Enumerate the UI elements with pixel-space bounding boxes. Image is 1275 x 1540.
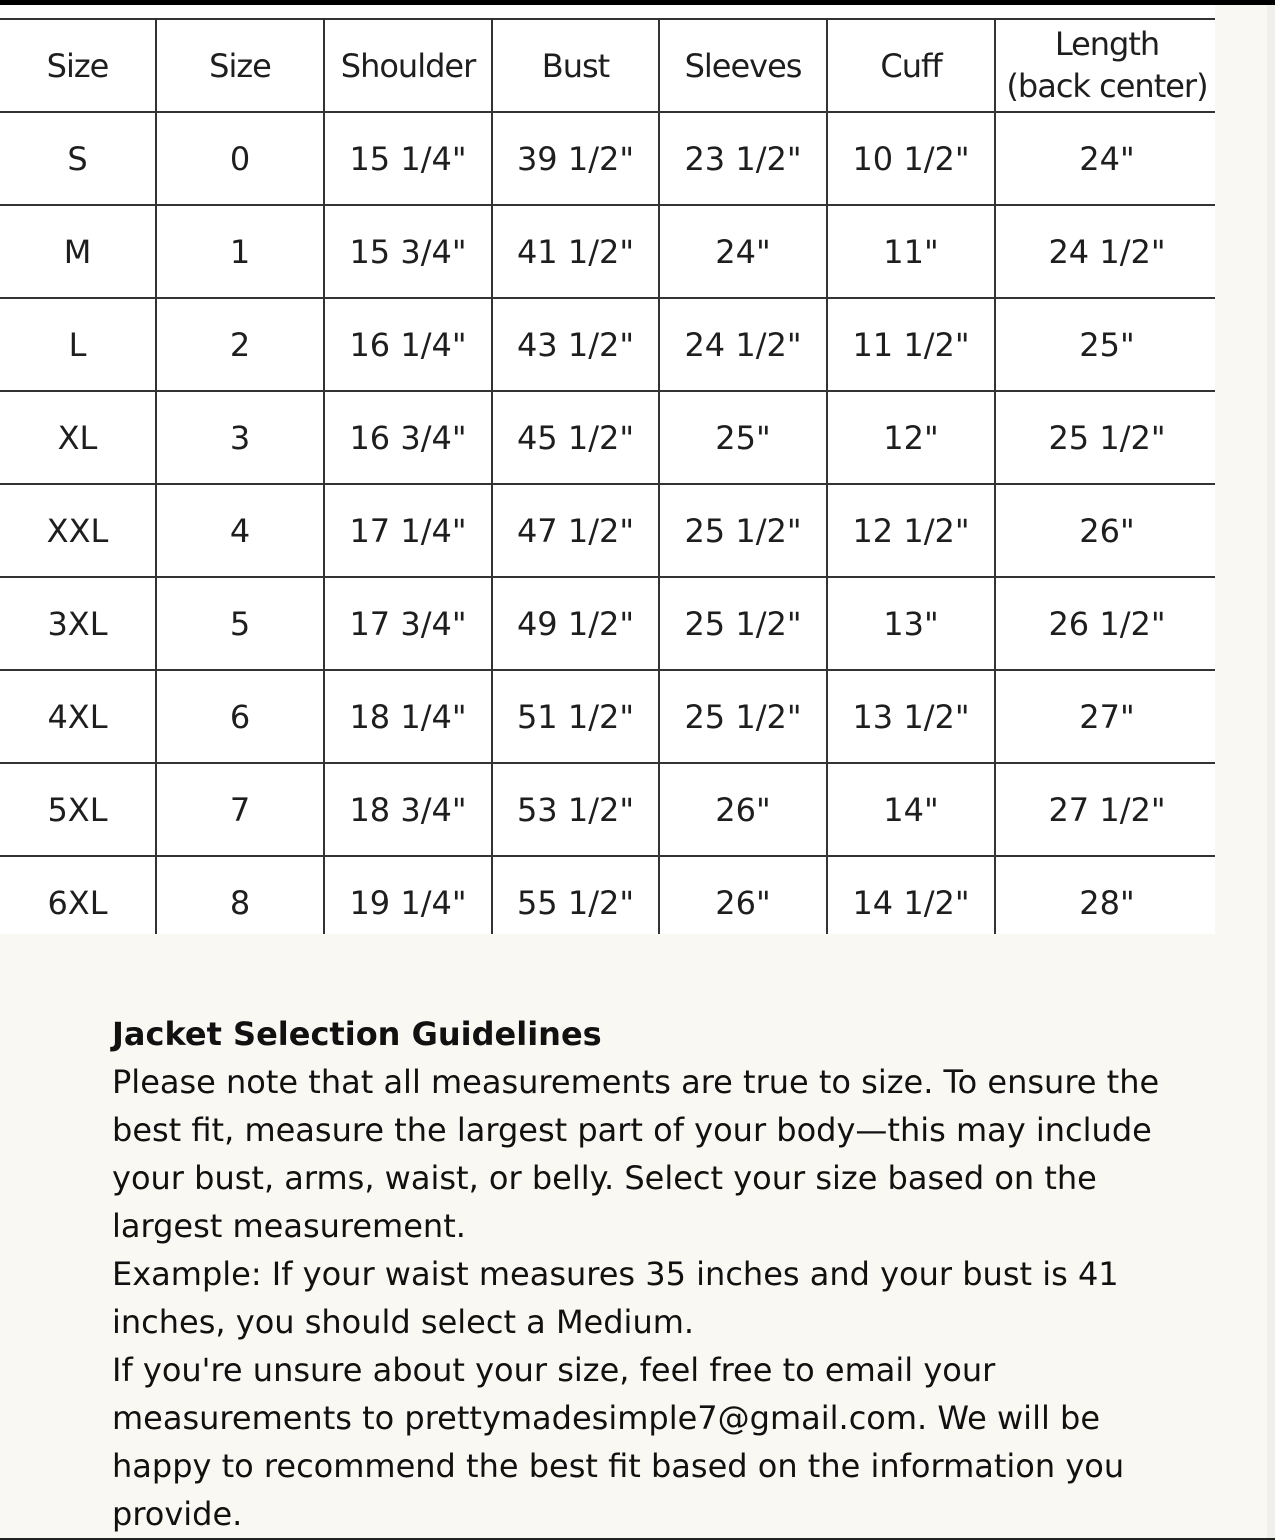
cell-length: 25 1/2"	[995, 391, 1215, 484]
table-row	[0, 670, 1215, 763]
cell-sleeves: 25 1/2"	[659, 484, 827, 577]
right-margin-strip	[1267, 5, 1275, 1540]
cell-sleeves: 25 1/2"	[659, 577, 827, 670]
cell-bust: 43 1/2"	[492, 298, 659, 391]
cell-bust: 53 1/2"	[492, 763, 659, 856]
cell-length: 26"	[995, 484, 1215, 577]
header-length-line2: (back center)	[1006, 66, 1208, 105]
cell-shoulder: 17 3/4"	[324, 577, 492, 670]
cell-length: 28"	[995, 856, 1215, 934]
cell-length: 27"	[995, 670, 1215, 763]
cell-length: 26 1/2"	[995, 577, 1215, 670]
cell-sleeves: 26"	[659, 856, 827, 934]
cell-size-number: 0	[156, 112, 324, 205]
table-row	[0, 484, 1215, 577]
cell-cuff: 11"	[827, 205, 995, 298]
cell-size-number: 4	[156, 484, 324, 577]
table-row	[0, 205, 1215, 298]
cell-bust: 51 1/2"	[492, 670, 659, 763]
cell-bust: 47 1/2"	[492, 484, 659, 577]
cell-cuff: 14 1/2"	[827, 856, 995, 934]
header-size-letter: Size	[0, 19, 156, 112]
cell-size-letter: 3XL	[0, 577, 156, 670]
size-chart-image	[0, 5, 1215, 934]
table-row	[0, 856, 1215, 934]
cell-size-letter: 5XL	[0, 763, 156, 856]
cell-bust: 55 1/2"	[492, 856, 659, 934]
jacket-guidelines	[112, 1010, 1162, 1538]
cell-sleeves: 25"	[659, 391, 827, 484]
cell-size-number: 6	[156, 670, 324, 763]
cell-size-number: 7	[156, 763, 324, 856]
cell-shoulder: 18 3/4"	[324, 763, 492, 856]
cell-shoulder: 16 3/4"	[324, 391, 492, 484]
cell-size-number: 5	[156, 577, 324, 670]
cell-bust: 45 1/2"	[492, 391, 659, 484]
cell-sleeves: 23 1/2"	[659, 112, 827, 205]
cell-shoulder: 16 1/4"	[324, 298, 492, 391]
guidelines-title: Jacket Selection Guidelines	[112, 1015, 602, 1053]
guidelines-paragraph-fit: Please note that all measurements are true to size. To ensure the best fit, measure the largest part of your body—this may include your bust, arms, waist, or belly. Select your size based on the largest measurement.	[112, 1063, 1160, 1245]
cell-size-number: 3	[156, 391, 324, 484]
header-length	[995, 19, 1215, 112]
cell-shoulder: 18 1/4"	[324, 670, 492, 763]
cell-size-letter: XL	[0, 391, 156, 484]
guidelines-paragraph-contact: If you're unsure about your size, feel free to email your measurements to prettymadesimple7@gmail.com. We will be happy to recommend the best fit based on the information you provide.	[112, 1351, 1125, 1533]
cell-cuff: 11 1/2"	[827, 298, 995, 391]
cell-sleeves: 25 1/2"	[659, 670, 827, 763]
cell-cuff: 10 1/2"	[827, 112, 995, 205]
table-row	[0, 391, 1215, 484]
cell-sleeves: 24"	[659, 205, 827, 298]
cell-length: 27 1/2"	[995, 763, 1215, 856]
table-row	[0, 577, 1215, 670]
header-length-line1: Length	[1054, 24, 1160, 63]
cell-size-letter: XXL	[0, 484, 156, 577]
cell-cuff: 12 1/2"	[827, 484, 995, 577]
header-size-number: Size	[156, 19, 324, 112]
guidelines-paragraph-example: Example: If your waist measures 35 inches and your bust is 41 inches, you should select a Medium.	[112, 1255, 1119, 1341]
table-row	[0, 112, 1215, 205]
cell-sleeves: 24 1/2"	[659, 298, 827, 391]
cell-size-letter: S	[0, 112, 156, 205]
table-row	[0, 298, 1215, 391]
header-shoulder: Shoulder	[324, 19, 492, 112]
table-row	[0, 763, 1215, 856]
cell-size-letter: 6XL	[0, 856, 156, 934]
cell-cuff: 14"	[827, 763, 995, 856]
cell-length: 25"	[995, 298, 1215, 391]
cell-size-number: 8	[156, 856, 324, 934]
cell-size-number: 2	[156, 298, 324, 391]
cell-shoulder: 19 1/4"	[324, 856, 492, 934]
cell-length: 24"	[995, 112, 1215, 205]
cell-shoulder: 17 1/4"	[324, 484, 492, 577]
cell-size-letter: 4XL	[0, 670, 156, 763]
size-chart-table	[0, 18, 1215, 934]
header-bust: Bust	[492, 19, 659, 112]
header-cuff: Cuff	[827, 19, 995, 112]
size-chart-body	[0, 112, 1215, 934]
cell-shoulder: 15 1/4"	[324, 112, 492, 205]
cell-sleeves: 26"	[659, 763, 827, 856]
cell-length: 24 1/2"	[995, 205, 1215, 298]
cell-size-letter: M	[0, 205, 156, 298]
cell-shoulder: 15 3/4"	[324, 205, 492, 298]
header-sleeves: Sleeves	[659, 19, 827, 112]
cell-bust: 49 1/2"	[492, 577, 659, 670]
cell-cuff: 12"	[827, 391, 995, 484]
cell-cuff: 13"	[827, 577, 995, 670]
cell-bust: 39 1/2"	[492, 112, 659, 205]
cell-size-letter: L	[0, 298, 156, 391]
cell-bust: 41 1/2"	[492, 205, 659, 298]
cell-cuff: 13 1/2"	[827, 670, 995, 763]
header-row	[0, 19, 1215, 112]
cell-size-number: 1	[156, 205, 324, 298]
